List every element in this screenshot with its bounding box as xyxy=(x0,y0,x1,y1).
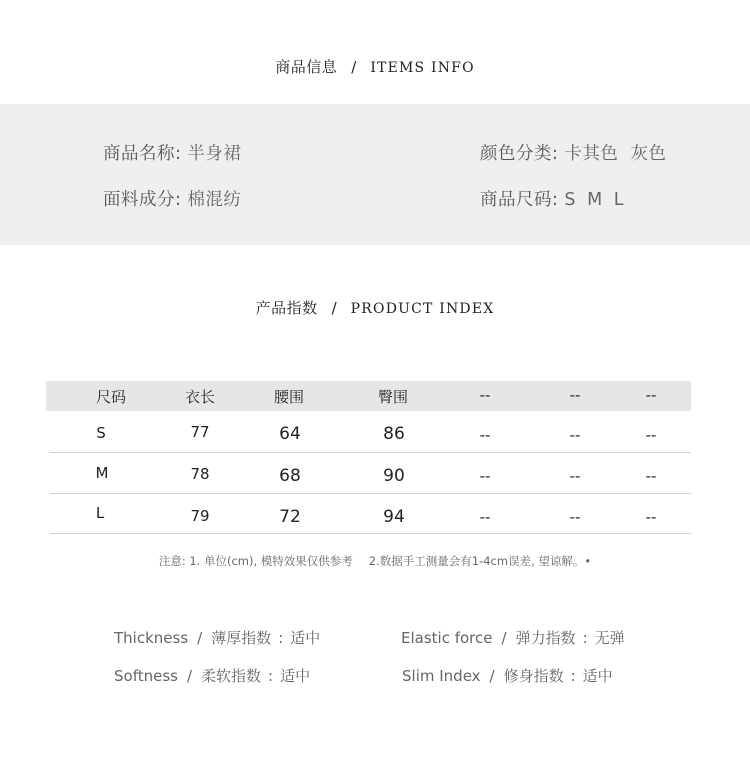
info-field-size-value: S M L xyxy=(564,190,627,210)
size-table-header xyxy=(46,381,691,411)
info-field-name-label: 商品名称: xyxy=(103,144,182,164)
index-elastic-en: Elastic force xyxy=(401,629,493,647)
size-table-cell: 78 xyxy=(190,465,210,483)
size-table-cell: 72 xyxy=(279,507,301,527)
items-info-title-slash: / xyxy=(351,58,357,76)
product-index-title-en: PRODUCT INDEX xyxy=(350,301,495,317)
info-field-material-value: 棉混纺 xyxy=(187,190,242,210)
index-elastic xyxy=(401,627,625,648)
index-slash: / xyxy=(186,667,193,685)
size-table-cell: -- xyxy=(569,426,581,444)
index-thickness xyxy=(114,627,320,648)
size-table-cell: -- xyxy=(569,467,581,485)
measurement-note xyxy=(0,553,750,569)
product-index-title-slash: / xyxy=(331,299,337,317)
size-table-cell: -- xyxy=(479,467,491,485)
size-table-cell: 64 xyxy=(279,424,301,444)
index-elastic-cn: 弹力指数 xyxy=(515,629,576,647)
size-table-header-cell: -- xyxy=(645,386,657,404)
index-slim-cn: 修身指数 xyxy=(503,667,564,685)
size-table-header-cell: 腰围 xyxy=(273,388,305,406)
size-table-cell: -- xyxy=(569,508,581,526)
size-table-header-cell: -- xyxy=(569,386,581,404)
size-table-cell: 94 xyxy=(383,507,405,527)
index-thickness-cn: 薄厚指数 xyxy=(211,629,272,647)
items-info-title-cn: 商品信息 xyxy=(275,58,338,76)
measurement-note-part1: 注意: 1. 单位(cm), 模特效果仅供参考 xyxy=(158,554,353,568)
index-thickness-en: Thickness xyxy=(114,629,189,647)
table-row-divider xyxy=(50,493,691,494)
size-table-cell: 77 xyxy=(190,423,210,441)
size-table-header-cell: 衣长 xyxy=(184,388,216,406)
size-table-cell: 86 xyxy=(383,424,405,444)
size-table-header-cell: 臀围 xyxy=(377,388,409,406)
info-field-material xyxy=(103,186,241,211)
size-table-header-cell: -- xyxy=(479,386,491,404)
size-table-cell: L xyxy=(95,504,105,522)
size-table-cell: -- xyxy=(645,426,657,444)
info-field-color-label: 颜色分类: xyxy=(480,144,559,164)
size-table-cell: 90 xyxy=(383,466,405,486)
index-slash: / xyxy=(501,629,507,647)
info-field-color xyxy=(480,140,667,165)
size-table-cell: -- xyxy=(479,508,491,526)
size-table-cell: -- xyxy=(645,508,657,526)
size-table-cell: 68 xyxy=(279,466,301,486)
index-thickness-value: 适中 xyxy=(290,629,321,647)
measurement-note-part2: 2.数据手工测量会有1-4cm误差, 望谅解。• xyxy=(368,554,592,568)
index-softness-cn: 柔软指数 xyxy=(201,667,262,685)
size-table-cell: M xyxy=(95,464,109,482)
items-info-title xyxy=(0,56,750,77)
info-field-name xyxy=(103,140,241,165)
index-slash: / xyxy=(197,629,203,647)
size-table-cell: -- xyxy=(645,467,657,485)
items-info-title-en: ITEMS INFO xyxy=(370,60,475,76)
items-info-panel xyxy=(0,104,750,245)
index-slim xyxy=(402,665,613,686)
index-colon: : xyxy=(570,667,576,685)
info-field-color-value: 卡其色 灰色 xyxy=(564,144,667,164)
index-elastic-value: 无弹 xyxy=(594,629,625,647)
index-softness-en: Softness xyxy=(114,667,178,685)
index-softness-value: 适中 xyxy=(280,667,311,685)
index-colon: : xyxy=(268,667,274,685)
index-slim-value: 适中 xyxy=(582,667,613,685)
info-field-material-label: 面料成分: xyxy=(103,190,182,210)
size-table-header-cell: 尺码 xyxy=(95,388,127,406)
index-colon: : xyxy=(582,629,588,647)
size-table-cell: S xyxy=(96,424,106,442)
info-field-size xyxy=(480,186,627,211)
info-field-name-value: 半身裙 xyxy=(187,144,242,164)
table-row-divider xyxy=(50,533,691,534)
product-index-title xyxy=(0,297,750,318)
index-colon: : xyxy=(278,629,284,647)
product-index-title-cn: 产品指数 xyxy=(255,299,318,317)
index-slim-en: Slim Index xyxy=(402,667,481,685)
info-field-size-label: 商品尺码: xyxy=(480,190,559,210)
index-softness xyxy=(114,665,310,686)
table-row-divider xyxy=(50,452,691,453)
size-table-cell: 79 xyxy=(190,507,210,525)
size-table-cell: -- xyxy=(479,426,491,444)
index-slash: / xyxy=(489,667,495,685)
